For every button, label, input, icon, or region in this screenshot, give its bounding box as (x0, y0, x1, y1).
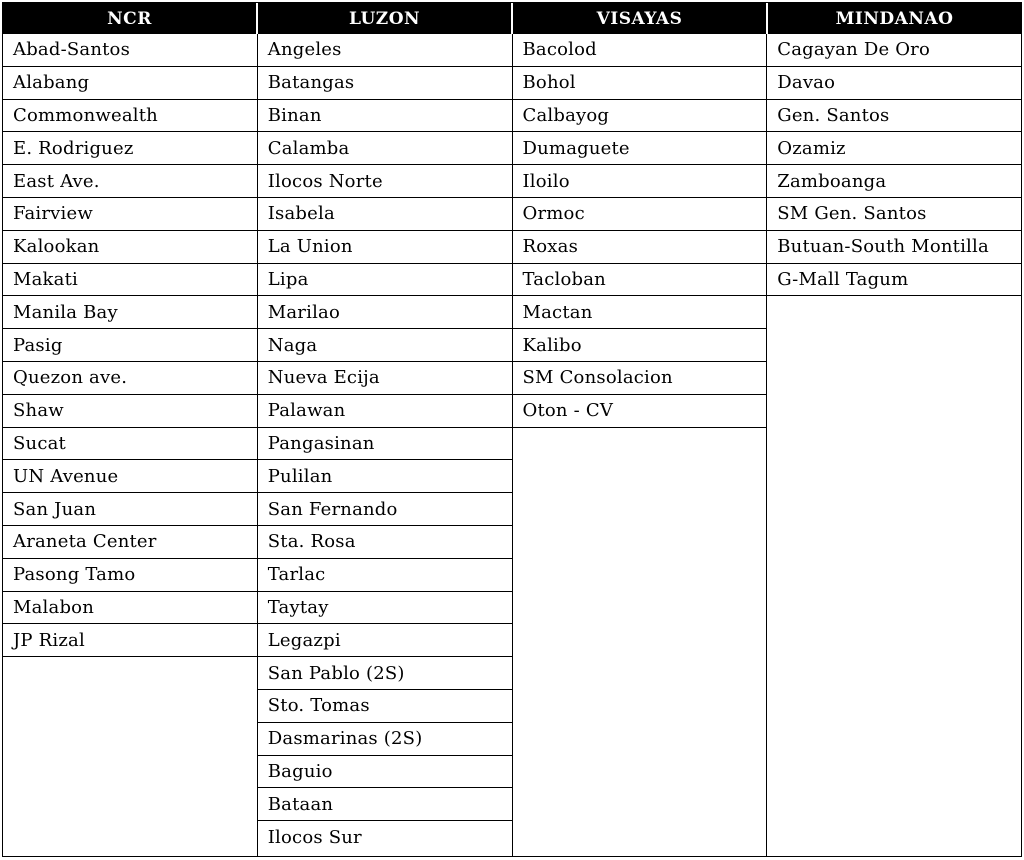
table-cell: Dasmarinas (2S) (258, 723, 512, 756)
table-cell: Nueva Ecija (258, 362, 512, 395)
table-cell: Dumaguete (513, 132, 767, 165)
table-cell: Sucat (3, 428, 257, 461)
table-cell: Commonwealth (3, 100, 257, 133)
table-cell: Abad-Santos (3, 34, 257, 67)
column-luzon (258, 34, 513, 856)
table-cell: Quezon ave. (3, 362, 257, 395)
table-cell: SM Gen. Santos (767, 198, 1021, 231)
table-cell: San Pablo (2S) (258, 657, 512, 690)
table-cell: Calbayog (513, 100, 767, 133)
table-cell: Fairview (3, 198, 257, 231)
table-cell: Bohol (513, 67, 767, 100)
column-mindanao (767, 34, 1021, 856)
table-cell: Gen. Santos (767, 100, 1021, 133)
table-cell: Isabela (258, 198, 512, 231)
table-cell: San Juan (3, 493, 257, 526)
column-ncr (3, 34, 258, 856)
table-body (3, 34, 1021, 856)
table-cell: Baguio (258, 756, 512, 789)
header-visayas: VISAYAS (513, 3, 768, 34)
table-cell: San Fernando (258, 493, 512, 526)
table-cell: Manila Bay (3, 296, 257, 329)
table-cell: Tacloban (513, 264, 767, 297)
table-cell: Taytay (258, 592, 512, 625)
branch-table (2, 2, 1022, 857)
table-cell: Legazpi (258, 624, 512, 657)
header-luzon: LUZON (258, 3, 513, 34)
table-cell: Batangas (258, 67, 512, 100)
table-cell: Bataan (258, 788, 512, 821)
table-cell: Makati (3, 264, 257, 297)
table-cell: Tarlac (258, 559, 512, 592)
table-cell: Zamboanga (767, 165, 1021, 198)
table-cell: Iloilo (513, 165, 767, 198)
table-cell: Malabon (3, 592, 257, 625)
table-cell: Ilocos Norte (258, 165, 512, 198)
table-cell: Ilocos Sur (267, 827, 362, 849)
table-cell: Sto. Tomas (258, 690, 512, 723)
table-header-row (3, 3, 1021, 34)
table-cell: Lipa (258, 264, 512, 297)
header-ncr: NCR (3, 3, 258, 34)
table-cell: Pasig (3, 329, 257, 362)
table-cell: G-Mall Tagum (767, 264, 1021, 297)
table-cell: La Union (258, 231, 512, 264)
table-cell: Binan (258, 100, 512, 133)
table-cell: Sta. Rosa (258, 526, 512, 559)
table-cell: Calamba (258, 132, 512, 165)
table-cell: SM Consolacion (513, 362, 767, 395)
table-cell: Mactan (513, 296, 767, 329)
table-cell: Ormoc (513, 198, 767, 231)
table-cell: Araneta Center (3, 526, 257, 559)
table-cell: Cagayan De Oro (767, 34, 1021, 67)
table-cell: E. Rodriguez (3, 132, 257, 165)
table-cell: Pangasinan (258, 428, 512, 461)
table-cell: Kalibo (513, 329, 767, 362)
table-cell: Kalookan (3, 231, 257, 264)
table-cell: Pasong Tamo (3, 559, 257, 592)
table-cell: Ozamiz (767, 132, 1021, 165)
table-cell: Marilao (258, 296, 512, 329)
table-cell: Palawan (258, 395, 512, 428)
table-cell: East Ave. (3, 165, 257, 198)
table-cell: Davao (767, 67, 1021, 100)
table-cell: Pulilan (258, 460, 512, 493)
column-visayas (513, 34, 768, 856)
table-cell: JP Rizal (3, 624, 257, 657)
table-cell: Shaw (3, 395, 257, 428)
table-cell: Bacolod (513, 34, 767, 67)
header-mindanao: MINDANAO (835, 8, 954, 29)
table-cell: UN Avenue (3, 460, 257, 493)
table-cell: Alabang (3, 67, 257, 100)
table-cell: Roxas (513, 231, 767, 264)
table-cell: Naga (258, 329, 512, 362)
table-cell: Butuan-South Montilla (767, 231, 1021, 264)
table-cell: Oton - CV (513, 395, 767, 428)
table-cell: Angeles (258, 34, 512, 67)
